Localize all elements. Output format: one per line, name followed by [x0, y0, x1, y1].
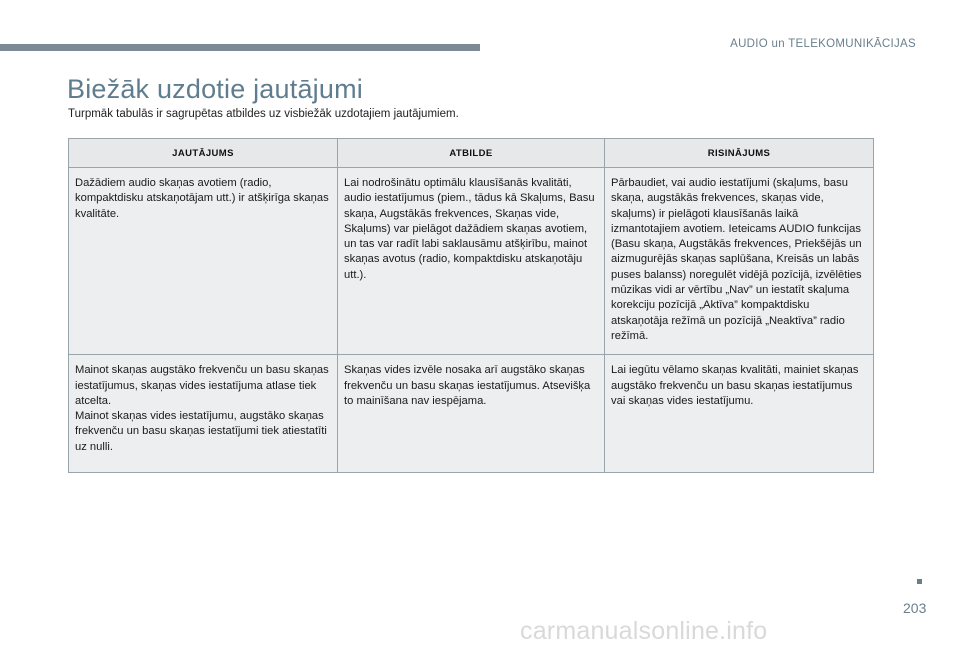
table-header-row — [69, 139, 874, 168]
column-header-answer: ATBILDE — [338, 139, 605, 168]
page-marker-square — [917, 579, 922, 584]
question-cell: Mainot skaņas augstāko frekvenču un basu skaņas iestatījumus, skaņas vides iestatījuma atlase tiek atcelta. Mainot skaņas vides iestatījumu, augstāko skaņas frekvenču un basu skaņas iestatījumi tiek atiestatīti uz nulli. — [69, 355, 338, 473]
table-row — [69, 355, 874, 473]
section-label: AUDIO un TELEKOMUNIKĀCIJAS — [730, 38, 916, 50]
column-header-question: JAUTĀJUMS — [69, 139, 338, 168]
table-row — [69, 168, 874, 355]
answer-cell: Skaņas vides izvēle nosaka arī augstāko skaņas frekvenču un basu skaņas iestatījumus. Atsevišķa to mainīšana nav iespējama. — [338, 355, 605, 473]
answer-cell: Lai nodrošinātu optimālu klausīšanās kvalitāti, audio iestatījumus (piem., tādus kā Skaļums, Basu skaņa, Augstākās frekvences, Skaņas vide, Skaļums) var pielāgot dažādiem skaņas avotiem, un tas var radīt labi saklausāmu atšķirību, mainot skaņas avotus (radio, kompaktdisku atskaņotāju utt.). — [338, 168, 605, 355]
solution-cell: Pārbaudiet, vai audio iestatījumi (skaļums, basu skaņa, augstākās frekvences, skaņas vide, skaļums) ir pielāgoti klausīšanās laikā izmantotajiem avotiem. Ieteicams AUDIO funkcijas (Basu skaņa, Augstākās frekvences, Priekšējās un aizmugurējās skaņas saplūšana, Kreisās un labās puses balanss) noregulēt vidējā pozīcijā, izvēlēties mūzikas vidi ar vērtību „Nav” un iestatīt skaļuma korekciju pozīcijā „Aktīva” kompaktdisku atskaņotāja režīmā un pozīcijā „Neaktīva” radio režīmā. — [605, 168, 874, 355]
question-cell: Dažādiem audio skaņas avotiem (radio, kompaktdisku atskaņotājam utt.) ir atšķirīga skaņas kvalitāte. — [69, 168, 338, 355]
watermark-text: carmanualsonline.info — [520, 617, 768, 645]
header-accent-bar — [0, 44, 480, 51]
page-subtitle: Turpmāk tabulās ir sagrupētas atbildes uz visbiežāk uzdotajiem jautājumiem. — [68, 108, 459, 120]
page-number: 203 — [903, 600, 927, 616]
column-header-solution: RISINĀJUMS — [605, 139, 874, 168]
faq-table — [68, 138, 874, 473]
page-title: Biežāk uzdotie jautājumi — [67, 74, 363, 104]
solution-cell: Lai iegūtu vēlamo skaņas kvalitāti, mainiet skaņas augstāko frekvenču un basu skaņas iestatījumus vai skaņas vides iestatījumu. — [605, 355, 874, 473]
